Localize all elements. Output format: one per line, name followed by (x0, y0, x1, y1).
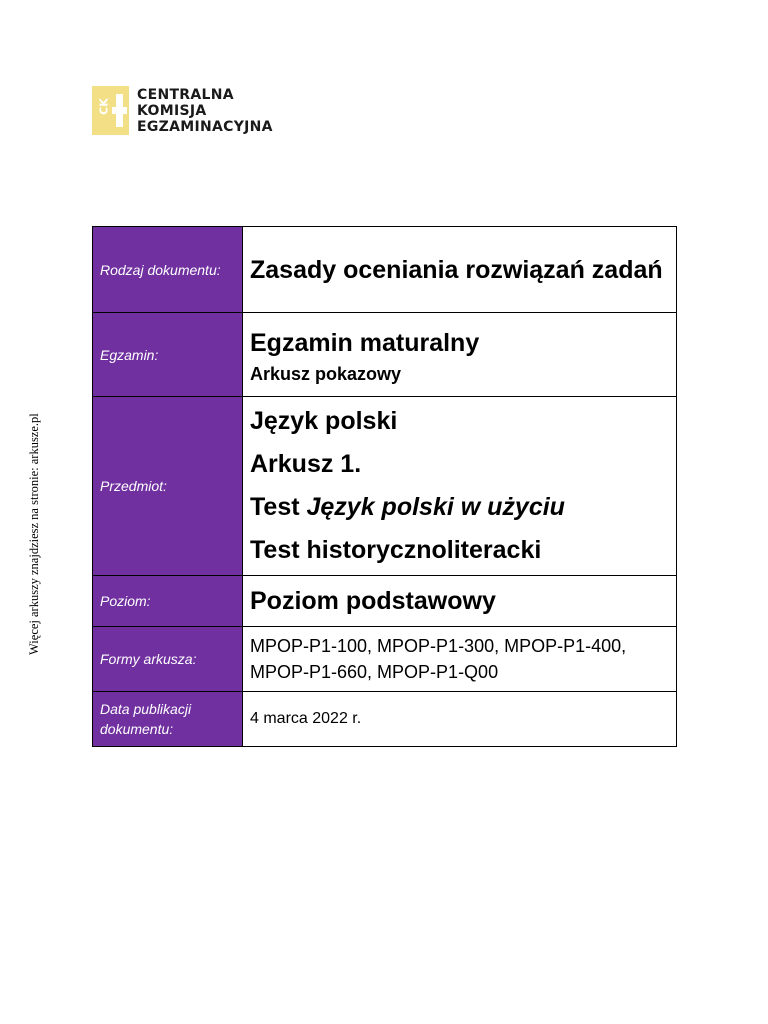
label-level: Poziom: (93, 576, 243, 627)
forms-text: MPOP-P1-100, MPOP-P1-300, MPOP-P1-400, MPOP-P1-660, MPOP-P1-Q00 (250, 636, 627, 682)
row-doc-type (93, 227, 677, 313)
value-doc-type (243, 227, 677, 313)
label-exam: Egzamin: (93, 313, 243, 397)
value-forms (243, 627, 677, 692)
cke-logo-mark (92, 86, 129, 135)
row-date (93, 692, 677, 747)
subject-line-3 (250, 486, 668, 529)
exam-subtitle: Arkusz pokazowy (250, 363, 402, 384)
row-exam (93, 313, 677, 397)
value-date (243, 692, 677, 747)
row-level (93, 576, 677, 627)
logo-line-3: EGZAMINACYJNA (137, 118, 273, 135)
side-watermark-note: Więcej arkuszy znajdziesz na stronie: arkusze.pl (27, 413, 41, 655)
subject-line-3-prefix: Test (250, 493, 307, 521)
row-forms (93, 627, 677, 692)
row-subject (93, 397, 677, 576)
document-info-table (92, 226, 677, 747)
subject-line-4: Test historycznoliteracki (250, 536, 542, 564)
cke-logo (92, 86, 273, 135)
label-forms: Formy arkusza: (93, 627, 243, 692)
label-subject: Przedmiot: (93, 397, 243, 576)
doc-type-text: Zasady oceniania rozwiązań zadań (250, 255, 663, 284)
subject-line-1: Język polski (250, 407, 398, 435)
label-doc-type: Rodzaj dokumentu: (93, 227, 243, 313)
logo-mark-text: CK (97, 98, 111, 115)
logo-text (137, 87, 273, 135)
subject-line-2: Arkusz 1. (250, 450, 362, 478)
subject-line-3-italic: Język polski w użyciu (306, 493, 565, 521)
exam-title: Egzamin maturalny (250, 328, 480, 357)
logo-line-1: CENTRALNA (137, 86, 234, 103)
logo-line-2: KOMISJA (137, 102, 207, 119)
level-text: Poziom podstawowy (250, 587, 496, 615)
date-text: 4 marca 2022 r. (250, 710, 362, 727)
value-level (243, 576, 677, 627)
value-exam (243, 313, 677, 397)
label-date: Data publikacji dokumentu: (93, 692, 243, 747)
value-subject (243, 397, 677, 576)
